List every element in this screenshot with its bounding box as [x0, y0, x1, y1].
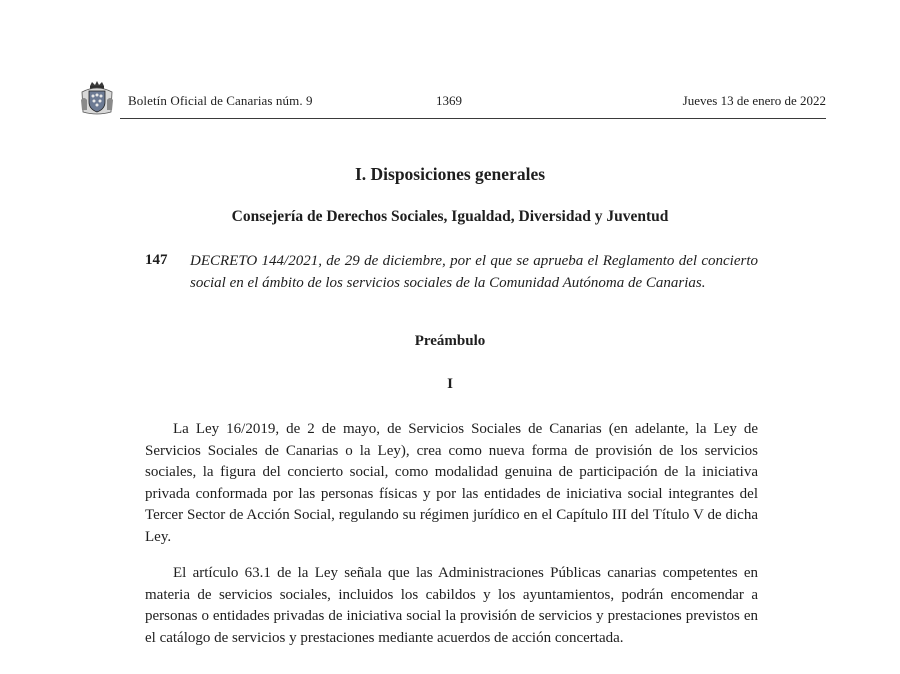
page-header — [78, 80, 826, 118]
publication-name: Boletín Oficial de Canarias núm. 9 — [128, 93, 313, 108]
body-paragraph: El artículo 63.1 de la Ley señala que las Administraciones Públicas canarias competentes en materia de servicios sociales, incluidos los cabildos y los ayuntamientos, podrán encomendar a personas o entidades privadas de iniciativa social la provisión de servicios y prestaciones previstos en el catálogo de servicios y prestaciones mediante acuerdos de acción concertada. — [145, 565, 758, 646]
decree-number: 147 — [145, 252, 168, 268]
preamble-heading: Preámbulo — [414, 333, 486, 349]
coat-of-arms-icon — [78, 80, 116, 116]
publication-date: Jueves 13 de enero de 2022 — [682, 93, 826, 108]
part-numeral: I — [447, 376, 453, 392]
department-title: Consejería de Derechos Sociales, Igualdad, Diversidad y Juventud — [231, 208, 669, 225]
header-divider — [120, 118, 826, 119]
page-number: 1369 — [436, 93, 462, 108]
decree-title: DECRETO 144/2021, de 29 de diciembre, por el que se aprueba el Reglamento del concierto social en el ámbito de los servicios sociales de la Comunidad Autónoma de Canarias. — [190, 253, 758, 291]
section-title: I. Disposiciones generales — [354, 164, 546, 184]
body-paragraph: La Ley 16/2019, de 2 de mayo, de Servicios Sociales de Canarias (en adelante, la Ley de Servicios Sociales de Canarias o la Ley), crea como nueva forma de provisión de los servicios sociales, la figura del concierto social, como modalidad genuina de participación de la iniciativa privada conformada por las personas físicas y por las entidades de iniciativa social integrantes del Tercer Sector de Acción Social, regulando su régimen jurídico en el Capítulo III del Título V de dicha Ley. — [145, 421, 758, 545]
